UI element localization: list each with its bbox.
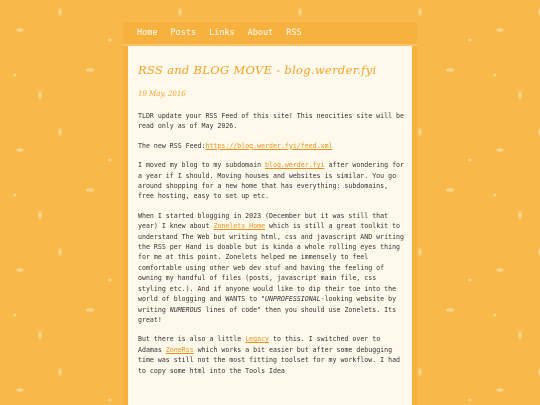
emphasis-numerous: NUMEROUS — [169, 305, 202, 314]
paragraph-moved — [138, 160, 404, 202]
nav-about-link[interactable]: About — [247, 28, 274, 38]
text-fragment: I moved my blog to my subdomain — [138, 161, 266, 170]
top-navigation — [123, 22, 417, 46]
post-content — [128, 46, 412, 376]
paragraph-new-feed — [138, 141, 404, 151]
text-fragment: When I started blogging in 2023 (December but it was still that year) I knew about — [138, 211, 389, 231]
text-fragment: after wondering for a year if I should. Moving houses and websites is similar. You go around shopping for a new home that has everything: subdomains, free hosting, easy to set up etc. — [138, 161, 404, 201]
emphasis-unprofessional: UNPROFESSIONAL — [265, 295, 321, 304]
post-card — [123, 46, 417, 405]
subdomain-link[interactable]: blog.werder.fyi — [265, 161, 325, 170]
nav-rss-link[interactable]: RSS — [286, 28, 302, 38]
text-fragment: -looking website by writing — [138, 295, 397, 314]
text-fragment: But there is also a little — [138, 335, 246, 344]
feed-url-link[interactable]: https://blog.werder.fyi/feed.xml — [205, 141, 333, 150]
text-fragment: which works a bit easier but after some debugging time was still not the most fitting toolset for my workflow. I had to copy some html into the Tools Idea — [138, 345, 401, 375]
text-fragment: lines of code" then you should use Zonelets. Its great! — [138, 305, 397, 324]
zonerss-link[interactable]: ZoneRss — [165, 345, 194, 354]
nav-home-link[interactable]: Home — [137, 28, 158, 38]
text-fragment: which is still a great toolkit to understand The Web but writing html, css and javascript AND writing the RSS per Hand is doable but is kinda a whole rolling eyes thing for me at this point. Zonelets helped me immensely to feel comfortable using other web dev stuf and having the feeling of owning my handful of files (posts, javascript main file, css styling etc.). And if anyone would like to dip their toe into the world of blogging and WANTS to " — [138, 222, 404, 304]
feed-label: The new RSS Feed: — [138, 141, 206, 150]
paragraph-started-blogging — [138, 211, 404, 325]
post-date: 19 May, 2016 — [138, 90, 186, 98]
nav-posts-link[interactable]: Posts — [170, 28, 197, 38]
nav-links-link[interactable]: Links — [209, 28, 235, 38]
post-title: RSS and BLOG MOVE - blog.werder.fyi — [138, 63, 377, 77]
zonelets-home-link[interactable]: Zonelets Home — [213, 222, 266, 231]
legacy-link[interactable]: Legacy — [245, 335, 270, 344]
paragraph-tldr: TLDR update your RSS Feed of this site! This neocities site will be read only as of May 2026. — [138, 112, 404, 131]
paragraph-legacy — [138, 334, 404, 376]
text-fragment: to this. I switched over to Adamas — [138, 335, 381, 354]
